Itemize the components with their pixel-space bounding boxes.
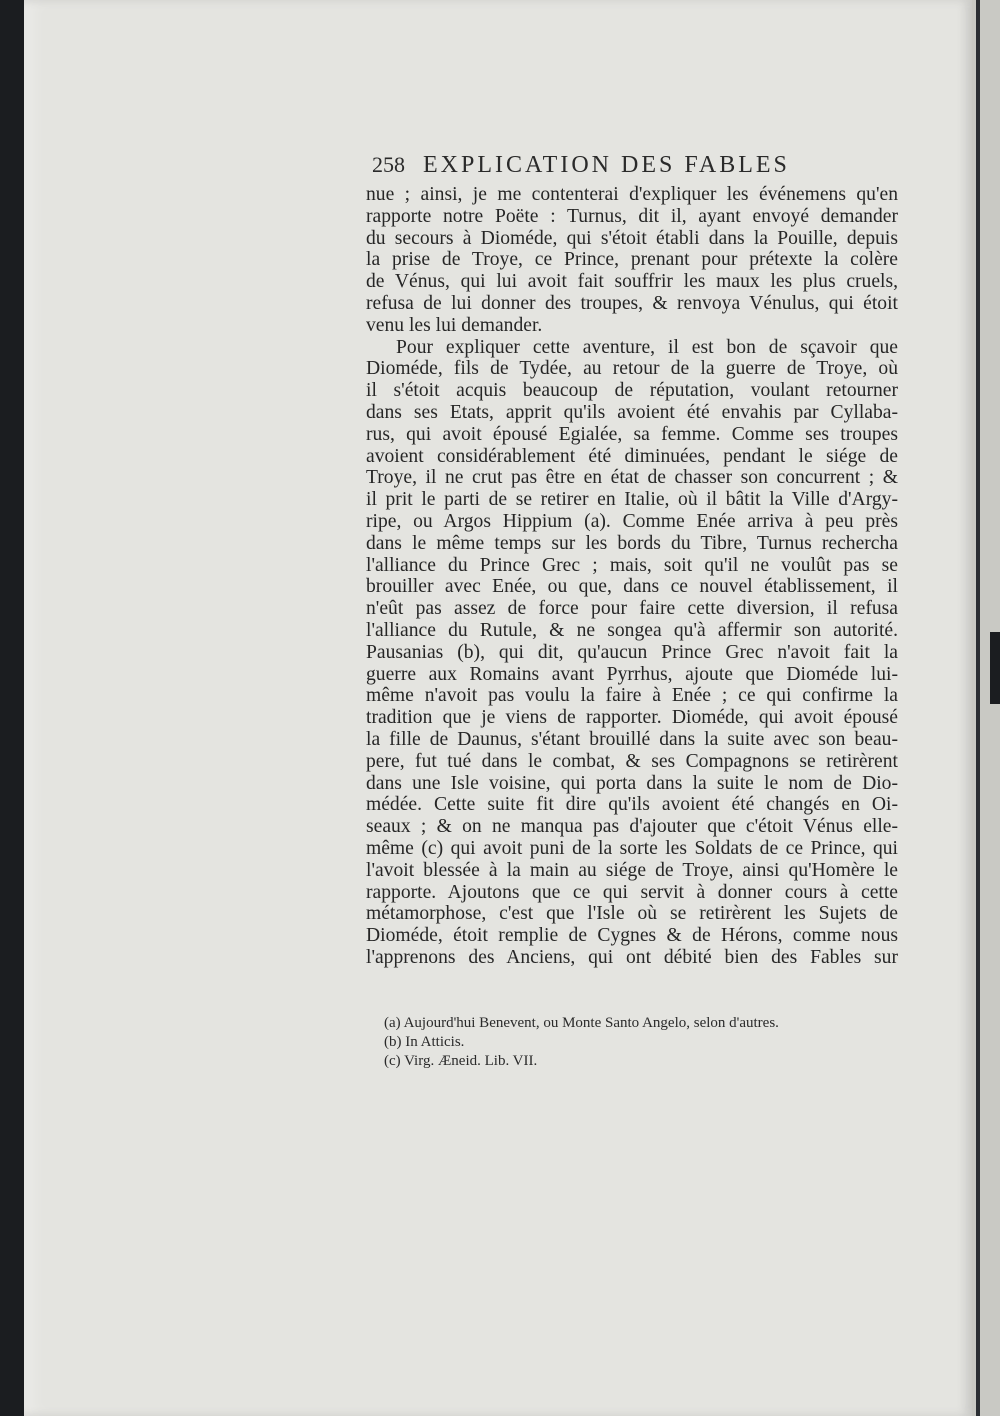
text-line: Dioméde, étoit remplie de Cygnes & de Hérons, comme nous <box>366 925 898 947</box>
footnote-a: (a) Aujourd'hui Benevent, ou Monte Santo Angelo, selon d'autres. <box>384 1015 779 1031</box>
text-line: il prit le parti de se retirer en Italie, où il bâtit la Ville d'Argy- <box>366 489 898 511</box>
scan-left-border <box>0 0 24 1416</box>
facing-page-edge <box>972 0 1000 1416</box>
text-line: l'alliance du Rutule, & ne songea qu'à affermir son autorité. <box>366 619 898 641</box>
text-line: pere, fut tué dans le combat, & ses Compagnons se retirèrent <box>366 750 898 772</box>
text-line: dans le même temps sur les bords du Tibre, Turnus rechercha <box>366 532 898 554</box>
text-line: rapporte. Ajoutons que ce qui servit à donner cours à cette <box>366 881 898 903</box>
text-line: dans une Isle voisine, qui porta dans la suite le nom de Dio- <box>366 772 898 794</box>
text-line: dans ses Etats, apprit qu'ils avoient été envahis par Cyllaba- <box>366 401 898 423</box>
text-line: de Vénus, qui lui avoit fait souffrir les maux les plus cruels, <box>366 271 898 293</box>
text-line: avoient considérablement été diminuées, pendant le siége de <box>366 445 898 467</box>
text-line: ripe, ou Argos Hippium (a). Comme Enée arriva à peu près <box>366 510 898 532</box>
text-line: du secours à Dioméde, qui s'étoit établi dans la Pouille, depuis <box>366 227 898 249</box>
text-line: venu les lui demander. <box>366 314 543 336</box>
text-line: nue ; ainsi, je me contenterai d'expliquer les événemens qu'en <box>366 184 898 205</box>
footnote-c: (c) Virg. Æneid. Lib. VII. <box>384 1053 538 1069</box>
text-line: seaux ; & on ne manqua pas d'ajouter que c'étoit Vénus elle- <box>366 816 898 838</box>
text-line: l'avoit blessée à la main au siége de Troye, ainsi qu'Homère le <box>366 859 898 881</box>
text-line: rapporte notre Poëte : Turnus, dit il, ayant envoyé demander <box>366 205 898 227</box>
text-line: même n'avoit pas voulu la faire à Enée ; ce qui confirme la <box>366 685 898 707</box>
footnote-b: (b) In Atticis. <box>384 1034 465 1050</box>
text-line: tradition que je viens de rapporter. Dioméde, qui avoit épousé <box>366 707 898 729</box>
text-line: Pour expliquer cette aventure, il est bon de sçavoir que <box>396 336 898 358</box>
text-line: n'eût pas assez de force pour faire cette diversion, il refusa <box>366 598 898 620</box>
text-line: l'alliance du Prince Grec ; mais, soit qu'il ne voulût pas se <box>366 554 898 576</box>
text-line: médée. Cette suite fit dire qu'ils avoient été changés en Oi- <box>366 794 898 816</box>
footnotes <box>384 1014 904 1071</box>
text-line: Dioméde, fils de Tydée, au retour de la guerre de Troye, où <box>366 358 898 380</box>
text-line: la fille de Daunus, s'étant brouillé dans la suite avec son beau- <box>366 728 898 750</box>
text-line: l'apprenons des Anciens, qui ont débité bien des Fables sur <box>366 946 898 968</box>
body-text <box>366 184 898 969</box>
scan-edge-tab <box>990 632 1000 704</box>
text-line: Pausanias (b), qui dit, qu'aucun Prince Grec n'avoit fait la <box>366 641 898 663</box>
text-line: la prise de Troye, ce Prince, prenant pour prétexte la colère <box>366 249 898 271</box>
text-line: brouiller avec Enée, ou que, dans ce nouvel établissement, il <box>366 576 898 598</box>
text-line: rus, qui avoit épousé Egialée, sa femme. Comme ses troupes <box>366 423 898 445</box>
text-line: guerre aux Romains avant Pyrrhus, ajoute que Dioméde lui- <box>366 663 898 685</box>
text-line: refusa de lui donner des troupes, & renvoya Vénulus, qui étoit <box>366 292 898 314</box>
page-header <box>372 152 858 180</box>
text-line: il s'étoit acquis beaucoup de réputation, voulant retourner <box>366 380 898 402</box>
text-line: Troye, il ne crut pas être en état de chasser son concurrent ; & <box>366 467 898 489</box>
text-line: métamorphose, c'est que l'Isle où se retirèrent les Sujets de <box>366 903 898 925</box>
page-number: 258 <box>372 152 405 177</box>
running-title: EXPLICATION DES FABLES <box>423 152 790 178</box>
page-gutter-shadow <box>976 0 980 1416</box>
text-line: même (c) qui avoit puni de la sorte les Soldats de ce Prince, qui <box>366 837 898 859</box>
